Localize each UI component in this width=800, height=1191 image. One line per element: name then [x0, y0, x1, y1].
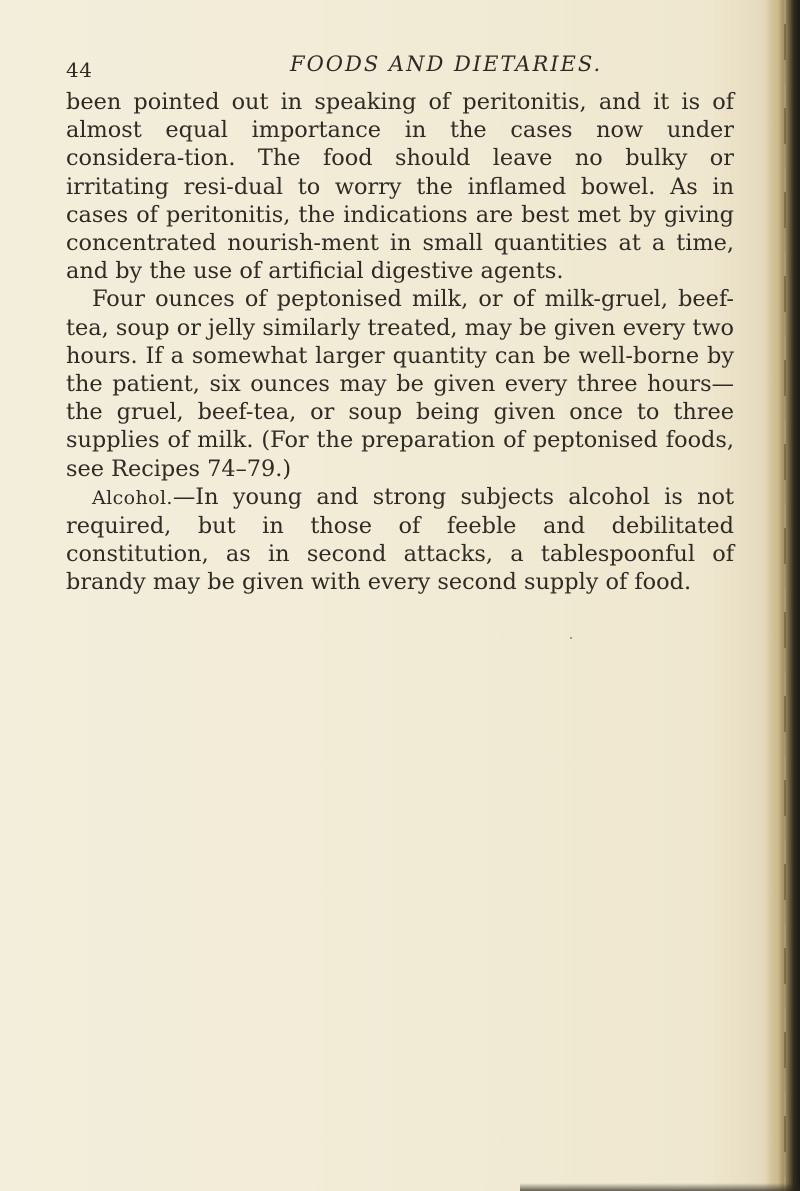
page-body — [66, 88, 734, 597]
page-header — [66, 52, 746, 82]
paragraph-text: been pointed out in speaking of peritonitis, and it is of almost equal importance in the cases now under considera-tion. The food should leave no bulky or irritating resi-dual to worry the inflamed bowel. As in cases of peritonitis, the indications are best met by giving concentrated nourish-ment in small quantities at a time, and by the use of artificial digestive agents. — [66, 89, 734, 285]
paragraph-1 — [66, 88, 734, 285]
paragraph-2 — [66, 285, 734, 482]
running-head: FOODS AND DIETARIES. — [290, 52, 603, 76]
page-bottom-shadow — [520, 1183, 800, 1191]
paragraph-3 — [66, 483, 734, 597]
page-spine-shadow — [766, 0, 800, 1191]
paragraph-lead: Alcohol. — [92, 486, 173, 509]
paragraph-text: —In young and strong subjects alcohol is not required, but in those of feeble and debilitated constitution, as in second attacks, a tablespoonful of brandy may be given with every second supply of food. — [66, 483, 734, 596]
page-number: 44 — [66, 58, 93, 82]
paper-speck — [570, 637, 572, 639]
paragraph-text: Four ounces of peptonised milk, or of milk-gruel, beef-tea, soup or jelly similarly treated, may be given every two hours. If a somewhat larger quantity can be well-borne by the patient, six ounces may be given every three hours—the gruel, beef-tea, or soup being given once to three supplies of milk. (For the preparation of peptonised foods, see Recipes 74–79.) — [66, 286, 734, 482]
